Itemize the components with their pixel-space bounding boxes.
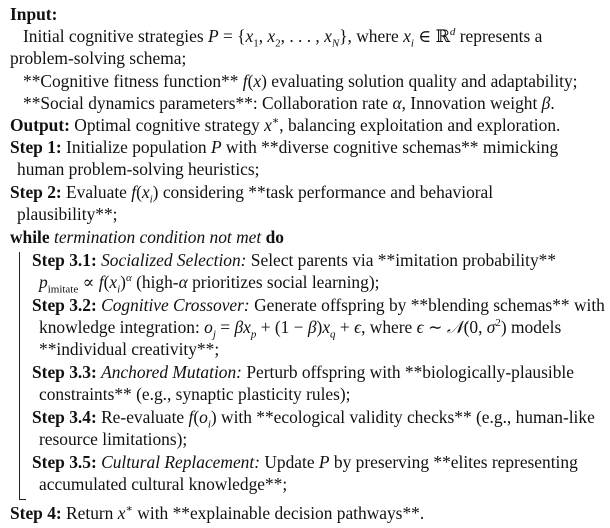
step-3-2-cont2: **individual creativity**; <box>39 339 220 359</box>
step-4: Step 4: Return x∗ with **explainable decision pathways**. <box>10 503 425 523</box>
step-2: Step 2: Evaluate $f(x_i)$ considering **task performance and behavioral <box>10 182 494 206</box>
step-3-3-cont: constraints** (e.g., synaptic plasticity rules); <box>39 384 351 404</box>
input-line-population-cont: problem-solving schema; <box>10 48 187 68</box>
input-heading: Input: <box>10 4 58 24</box>
step-3-5-cont: accumulated cultural knowledge**; <box>39 474 288 494</box>
loop-body-bar <box>19 252 20 500</box>
step-3-1-cont: $p_{imitate} \propto f(x_i)^\alpha$ (high-α prioritizes social learning); <box>39 272 380 296</box>
step-3-3: Step 3.3: Anchored Mutation: Perturb offspring with **biologically-plausible <box>32 362 574 382</box>
input-line-fitness: **Cognitive fitness function** f(x) evaluating solution quality and adaptability; <box>23 71 578 91</box>
step-2-cont: plausibility**; <box>17 204 118 224</box>
while-loop-header: while termination condition not met do <box>10 227 284 247</box>
step-3-5: Step 3.5: Cultural Replacement: Update P by preserving **elites representing <box>32 452 578 472</box>
step-3-2-cont: knowledge integration: $o_j = \beta x_p + (1 - \beta)x_q + \epsilon$, where ϵ ∼ 𝒩(0, $\sigma^2$) models <box>39 317 562 341</box>
input-line-social: **Social dynamics parameters**: Collaboration rate α, Innovation weight β. <box>23 93 555 113</box>
step-3-1: Step 3.1: Socialized Selection: Select parents via **imitation probability** <box>32 250 557 270</box>
step-1-cont: human problem-solving heuristics; <box>17 159 260 179</box>
step-3-2: Step 3.2: Cognitive Crossover: Generate offspring by **blending schemas** with <box>32 295 605 315</box>
loop-body-bar-foot <box>19 499 26 500</box>
step-3-4-cont: resource limitations); <box>39 429 188 449</box>
input-line-population: Initial cognitive strategies $P = \{x_1$, $x_2$, . . . , $x_N$}, where $x_i$ ∈ ℝ$^d$ represents a <box>23 26 543 50</box>
step-3-4: Step 3.4: Re-evaluate $f(o_i)$ with **ecological validity checks** (e.g., human-like <box>32 407 595 431</box>
step-1: Step 1: Initialize population P with **diverse cognitive schemas** mimicking <box>10 137 559 157</box>
output-line: Output: Optimal cognitive strategy x∗, balancing exploitation and exploration. <box>10 115 561 135</box>
